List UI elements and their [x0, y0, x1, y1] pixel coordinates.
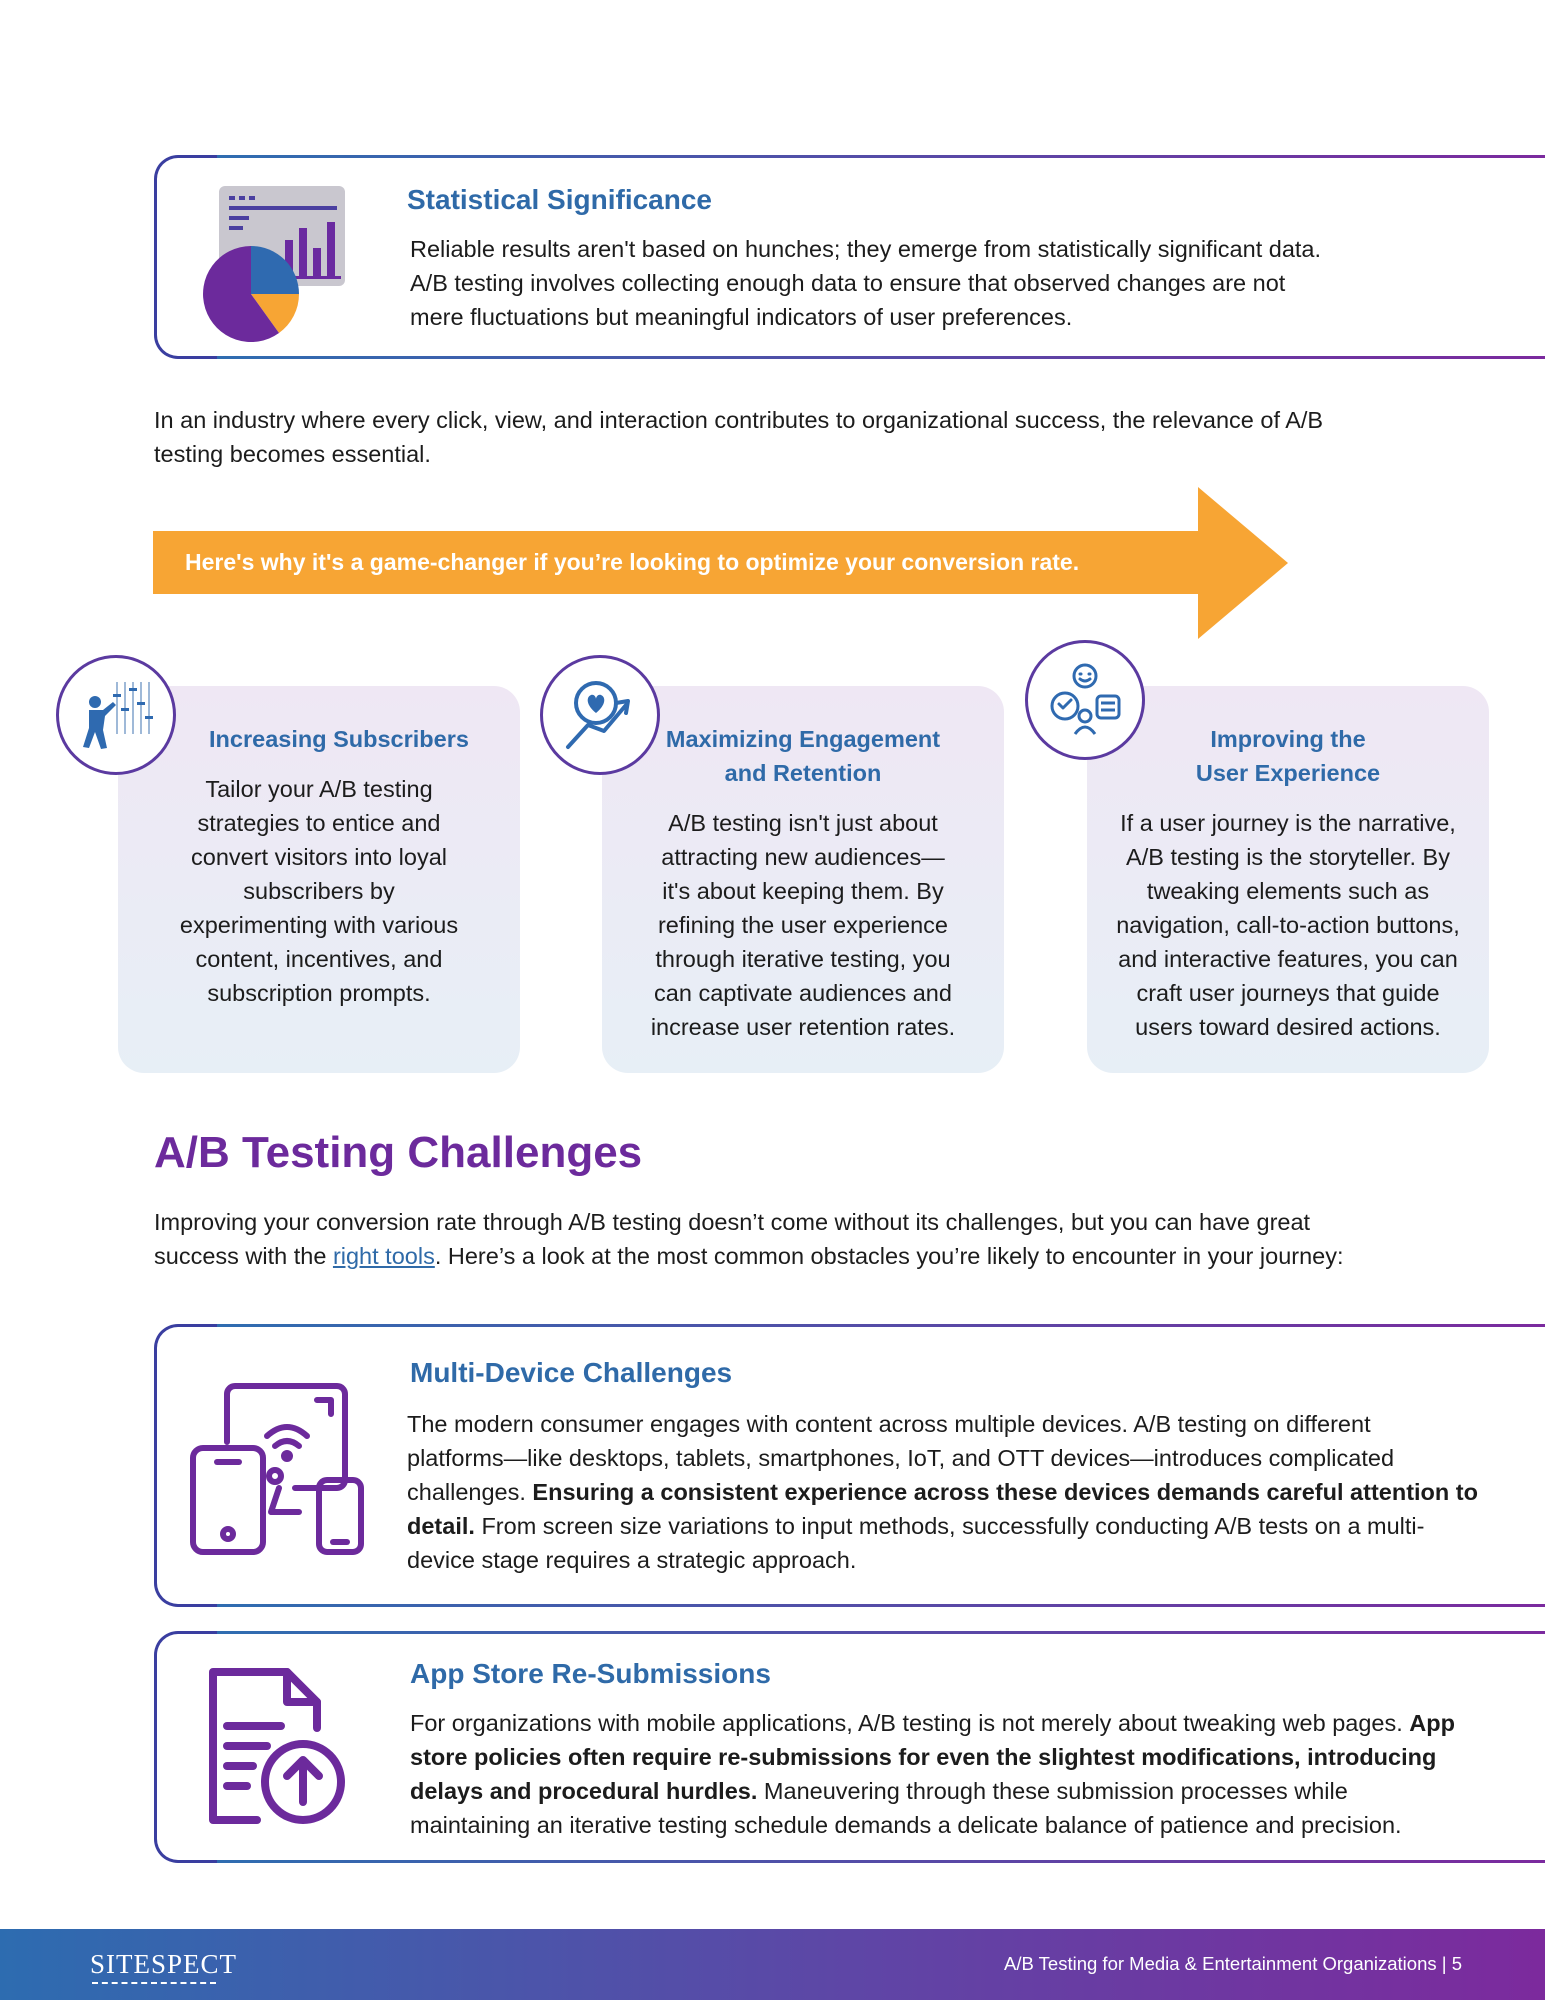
multi-device-box — [154, 1324, 1545, 1607]
chart-dashboard-icon — [195, 182, 355, 342]
page-footer — [0, 1929, 1545, 2000]
engagement-icon-circle — [540, 655, 660, 775]
card-text: If a user journey is the narrative, A/B testing is the storyteller. By tweaking elements such as navigation, call-to-action buttons, and interactive features, you can craft user journeys that guide users toward desired actions. — [1116, 810, 1460, 1040]
card-title: Increasing Subscribers — [209, 726, 469, 752]
card-title: Improving the User Experience — [1195, 726, 1381, 786]
user-flow-icon — [1043, 658, 1127, 742]
card-maximizing-engagement — [602, 686, 1004, 1073]
heart-growth-icon — [560, 675, 640, 755]
challenges-heading: A/B Testing Challenges — [154, 1128, 643, 1177]
logo-underline — [92, 1982, 216, 1985]
document-upload-icon — [207, 1666, 357, 1836]
card-text: Tailor your A/B testing strategies to entice and convert visitors into loyal subscribers by experimenting with various content, incentives, and subscription prompts. — [179, 776, 459, 1006]
footer-page-label: A/B Testing for Media & Entertainment Organizations | 5 — [1004, 1953, 1462, 1974]
intro-paragraph: In an industry where every click, view, and interaction contributes to organizational success, the relevance of A/B testing becomes essential. — [154, 407, 1324, 467]
challenges-intro: Improving your conversion rate through A/B testing doesn’t come without its challenges, but you can have great success with the right tools. Here’s a look at the most common obstacles you’re likely to encounter in your journey: — [154, 1209, 1344, 1269]
experience-icon-circle — [1025, 640, 1145, 760]
card-improving-experience — [1087, 686, 1489, 1073]
person-sliders-icon — [73, 672, 159, 758]
right-tools-link[interactable]: right tools — [332, 1243, 435, 1269]
app-store-box — [154, 1631, 1545, 1863]
arrow-right-icon — [1198, 487, 1288, 639]
card-title: Maximizing Engagement and Retention — [665, 726, 941, 786]
statistical-significance-text: Reliable results aren't based on hunches; they emerge from statistically significant data. A/B testing involves collecting enough data to ensure that observed changes are not mere fluctuations but meaningful indicators of user preferences. — [410, 236, 1322, 330]
statistical-significance-box — [154, 155, 1545, 359]
sitespect-logo: SITESPECT — [90, 1949, 238, 1979]
card-increasing-subscribers — [118, 686, 520, 1073]
multi-device-title: Multi-Device Challenges — [410, 1357, 733, 1388]
subscribers-icon-circle — [56, 655, 176, 775]
card-text: A/B testing isn't just about attracting new audiences— it's about keeping them. By refining the user experience through iterative testing, you can captivate audiences and increase user retention rates. — [650, 810, 956, 1040]
game-changer-banner: Here's why it's a game-changer if you’re looking to optimize your conversion rate. — [153, 531, 1200, 594]
multi-device-text: The modern consumer engages with content across multiple devices. A/B testing on different platforms—like desktops, tablets, smartphones, IoT, and OTT devices—introduces complicated challenges. Ensuring a consistent experience across these devices demands careful attention to detail. From screen size variations to input methods, successfully conducting A/B tests on a multi- device stage requires a strategic approach. — [407, 1411, 1478, 1573]
app-store-text: For organizations with mobile applications, A/B testing is not merely about tweaking web pages. App store policies often require re-submissions for even the slightest modifications, introducing delays and procedural hurdles. Maneuvering through these submission processes while maintaining an iterative testing schedule demands a delicate balance of patience and precision. — [410, 1710, 1455, 1838]
multi-device-icon — [187, 1372, 377, 1562]
statistical-significance-title: Statistical Significance — [407, 184, 712, 215]
app-store-title: App Store Re-Submissions — [410, 1658, 771, 1689]
